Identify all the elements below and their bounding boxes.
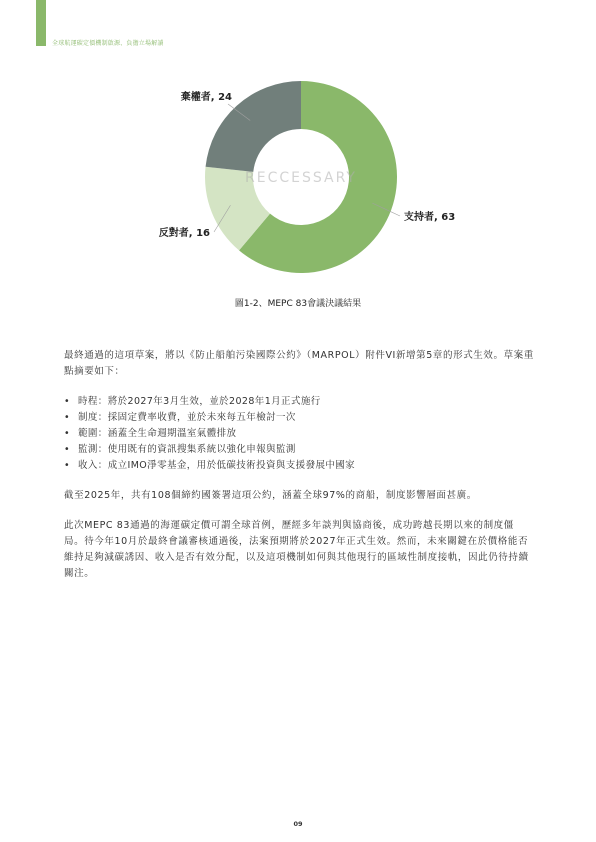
- figure-caption: 圖1-2、MEPC 83會議決議結果: [234, 299, 362, 309]
- chart-watermark: RECCESSARY: [245, 170, 357, 186]
- list-item: • 時程：將於2027年3月生效，並於2028年1月正式施行: [64, 394, 534, 410]
- slice-label: 支持者, 63: [404, 212, 456, 223]
- slice-label: 棄權者, 24: [180, 92, 232, 103]
- list-item: • 監測：使用既有的資訊搜集系統以強化申報與監測: [64, 442, 534, 458]
- paragraph-conclusion: 此次MEPC 83通過的海運碳定價可謂全球首例，歷經多年談判與協商後，成功跨越長期以來的制度僵局。待今年10月於最終會議審核通過後，法案預期將於2027年正式生效。然而，未來關鍵在於價格能否維持足夠減碳誘因、收入是否有效分配，以及這項機制如何與其他現行的區域性制度接軌，因此仍待持續關注。: [64, 520, 529, 579]
- list-item: • 範圍：涵蓋全生命週期溫室氣體排放: [64, 426, 534, 442]
- vote-result-donut-chart: [0, 60, 596, 290]
- running-header: 全球航運碳定價機制啟源、負擔立場解讀: [52, 40, 164, 47]
- paragraph-intro: 最終通過的這項草案，將以《防止船舶污染國際公約》（MARPOL）附件VI新增第5章的形式生效。草案重點摘要如下：: [64, 350, 534, 377]
- summary-list: [64, 394, 534, 474]
- slice-label: 反對者, 16: [158, 228, 210, 239]
- header-accent-bar: [36, 0, 46, 46]
- list-item: • 收入：成立IMO淨零基金，用於低碳技術投資與支援發展中國家: [64, 458, 534, 474]
- body-content: [64, 348, 534, 582]
- page-number: 09: [293, 820, 303, 828]
- list-item: • 制度：採固定費率收費，並於未來每五年檢討一次: [64, 410, 534, 426]
- paragraph-coverage: 截至2025年，共有108個締約國簽署這項公約，涵蓋全球97%的商船，制度影響層面甚廣。: [64, 490, 477, 501]
